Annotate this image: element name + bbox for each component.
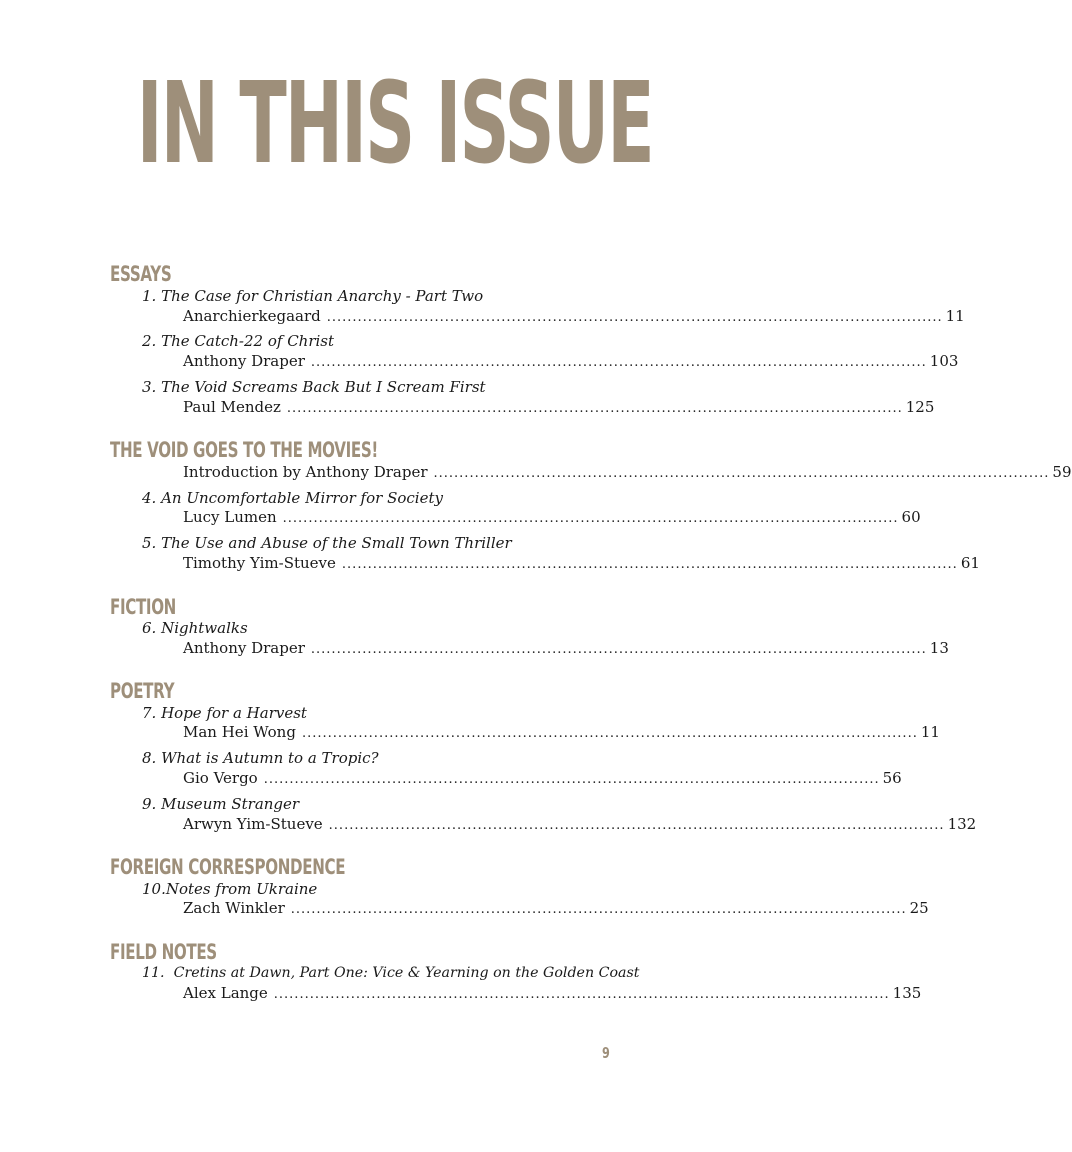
page-number: 9 — [602, 1044, 610, 1062]
leader-dots: ........................................................................................................................ — [310, 355, 927, 370]
entry-title-text: An Uncomfortable Mirror for Society — [161, 489, 443, 507]
leader-dots: ........................................................................................................................ — [328, 818, 945, 833]
section-heading-movies: THE VOID GOES TO THE MOVIES! — [110, 438, 378, 462]
entry-author: Alex Lange — [183, 984, 268, 1002]
entry-author-line — [183, 722, 940, 742]
entry-number: 11. — [142, 965, 165, 981]
entry-page-number: 11 — [945, 307, 965, 325]
entry-title — [142, 879, 317, 899]
entry-author: Gio Vergo — [183, 769, 258, 787]
leader-dots: ........................................................................................................................ — [290, 902, 907, 917]
entry-author-line — [183, 638, 949, 658]
entry-title — [142, 286, 483, 306]
section-heading-fiction: FICTION — [110, 595, 176, 619]
entry-number: 3. — [142, 378, 157, 396]
entry-page-number: 125 — [905, 398, 935, 416]
entry-author-line — [183, 306, 965, 326]
entry-author: Timothy Yim-Stueve — [183, 554, 336, 572]
entry-number: 10. — [142, 880, 166, 898]
section-heading-foreign-correspondence: FOREIGN CORRESPONDENCE — [110, 855, 346, 879]
entry-title-text: The Case for Christian Anarchy - Part Two — [161, 287, 484, 305]
entry-page-number: 56 — [882, 769, 902, 787]
entry-author-line — [183, 814, 977, 834]
leader-dots: ........................................................................................................................ — [433, 466, 1050, 481]
entry-title-text: Hope for a Harvest — [161, 704, 307, 722]
leader-dots: ........................................................................................................................ — [341, 557, 958, 572]
entry-number: 1. — [142, 287, 157, 305]
section-heading-essays: ESSAYS — [110, 262, 172, 286]
entry-page-number: 61 — [960, 554, 980, 572]
entry-title-text: The Void Screams Back But I Scream First — [161, 378, 486, 396]
entry-author-line — [183, 462, 1072, 482]
leader-dots: ........................................................................................................................ — [282, 511, 899, 526]
leader-dots: ........................................................................................................................ — [273, 987, 890, 1002]
entry-title — [142, 748, 379, 768]
entry-title — [142, 618, 248, 638]
entry-page-number: 11 — [920, 723, 940, 741]
entry-author-line — [183, 397, 935, 417]
entry-page-number: 103 — [929, 352, 959, 370]
entry-number: 5. — [142, 534, 157, 552]
section-heading-field-notes: FIELD NOTES — [110, 940, 217, 964]
entry-title — [142, 703, 307, 723]
entry-title-text: Cretins at Dawn, Part One: Vice & Yearning on the Golden Coast — [173, 965, 640, 981]
entry-page-number: 135 — [892, 984, 922, 1002]
entry-title-text: What is Autumn to a Tropic? — [161, 749, 379, 767]
entry-author: Anthony Draper — [183, 639, 305, 657]
entry-number: 2. — [142, 332, 157, 350]
entry-author-line — [183, 768, 902, 788]
entry-title-text: Nightwalks — [161, 619, 248, 637]
entry-author: Arwyn Yim-Stueve — [183, 815, 323, 833]
entry-page-number: 60 — [901, 508, 921, 526]
entry-author: Anthony Draper — [183, 352, 305, 370]
section-heading-poetry: POETRY — [110, 679, 175, 703]
entry-title — [142, 963, 639, 983]
entry-title — [142, 488, 443, 508]
page-title: IN THIS ISSUE — [136, 59, 653, 189]
entry-title — [142, 533, 512, 553]
entry-title-text: The Use and Abuse of the Small Town Thriller — [161, 534, 512, 552]
entry-title — [142, 377, 486, 397]
entry-page-number: 13 — [929, 639, 949, 657]
leader-dots: ........................................................................................................................ — [263, 772, 880, 787]
leader-dots: ........................................................................................................................ — [310, 642, 927, 657]
entry-author-line — [183, 983, 922, 1003]
entry-title-text: The Catch-22 of Christ — [161, 332, 335, 350]
entry-page-number: 132 — [947, 815, 977, 833]
leader-dots: ........................................................................................................................ — [301, 726, 918, 741]
entry-number: 4. — [142, 489, 157, 507]
entry-title — [142, 794, 299, 814]
leader-dots: ........................................................................................................................ — [286, 401, 903, 416]
entry-author-line — [183, 351, 959, 371]
entry-title-text: Notes from Ukraine — [165, 880, 318, 898]
entry-author: Anarchierkegaard — [183, 307, 321, 325]
entry-author: Paul Mendez — [183, 398, 281, 416]
entry-number: 7. — [142, 704, 157, 722]
entry-author: Lucy Lumen — [183, 508, 277, 526]
entry-author-line — [183, 507, 921, 527]
entry-author-line — [183, 553, 980, 573]
entry-number: 9. — [142, 795, 157, 813]
entry-title — [142, 331, 334, 351]
entry-page-number: 25 — [909, 899, 929, 917]
entry-title-text: Museum Stranger — [161, 795, 300, 813]
entry-author: Zach Winkler — [183, 899, 285, 917]
entry-author: Man Hei Wong — [183, 723, 296, 741]
entry-author-line — [183, 898, 929, 918]
leader-dots: ........................................................................................................................ — [326, 310, 943, 325]
intro-author: Introduction by Anthony Draper — [183, 463, 428, 481]
entry-number: 6. — [142, 619, 157, 637]
entry-page-number: 59 — [1052, 463, 1072, 481]
entry-number: 8. — [142, 749, 157, 767]
